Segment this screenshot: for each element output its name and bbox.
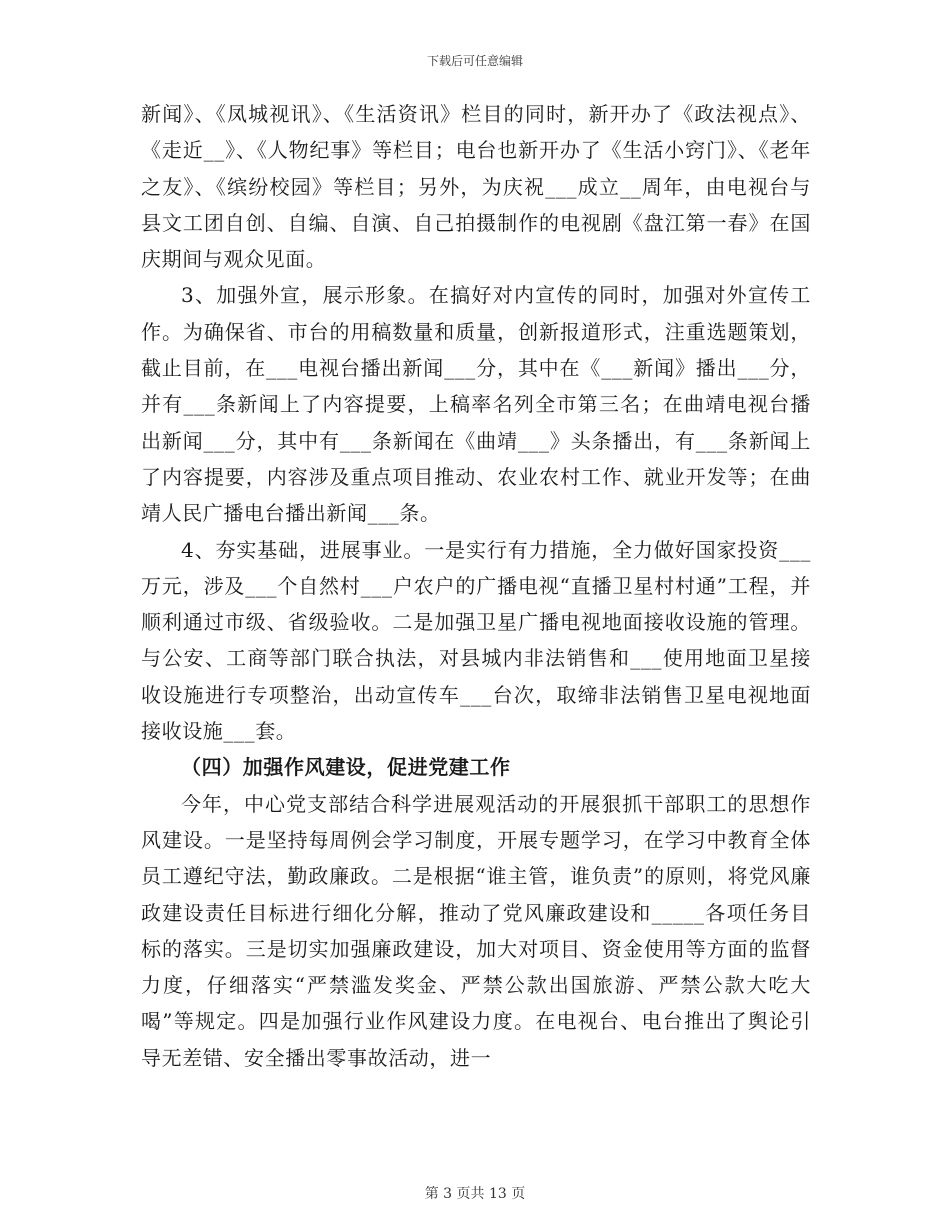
paragraph-foundation: 4、夯实基础，进展事业。一是实行有力措施，全力做好国家投资___万元，涉及___个自然村___户农户的广播电视“直播卫星村村通”工程，并顺利通过市级、省级验收。二是加强卫星广播电视地面接收设施的管理。与公安、工商等部门联合执法，对县城内非法销售和___使用地面卫星接收设施进行专项整治，出动宣传车___台次，取缔非法销售卫星电视地面接收设施___套。 xyxy=(141,537,811,744)
page-header: 下载后可任意编辑 xyxy=(426,54,523,68)
paragraph-continuation: 新闻》、《凤城视讯》、《生活资讯》栏目的同时，新开办了《政法视点》、《走近__》、《人物纪事》等栏目；电台也新开办了《生活小窍门》、《老年之友》、《缤纷校园》等栏目；另外，为庆祝___成立__周年，由电视台与县文工团自创、自编、自演、自己拍摄制作的电视剧《盘江第一春》在国庆期间与观众见面。 xyxy=(141,102,811,272)
paragraph-external-publicity: 3、加强外宣，展示形象。在搞好对内宣传的同时，加强对外宣传工作。为确保省、市台的用稿数量和质量，创新报道形式，注重选题策划，截止目前，在___电视台播出新闻___分，其中在《___新闻》播出___分，并有___条新闻上了内容提要，上稿率名列全市第三名；在曲靖电视台播出新闻___分，其中有___条新闻在《曲靖___》头条播出，有___条新闻上了内容提要，内容涉及重点项目推动、农业农村工作、就业开发等；在曲靖人民广播电台播出新闻___条。 xyxy=(141,283,811,526)
paragraph-party-building: 今年，中心党支部结合科学进展观活动的开展狠抓干部职工的思想作风建设。一是坚持每周例会学习制度，开展专题学习，在学习中教育全体员工遵纪守法，勤政廉政。二是根据“谁主管，谁负责”的原则，将党风廉政建设责任目标进行细化分解，推动了党风廉政建设和_____各项任务目标的落实。三是切实加强廉政建设，加大对项目、资金使用等方面的监督力度，仔细落实“严禁滥发奖金、严禁公款出国旅游、严禁公款大吃大喝”等规定。四是加强行业作风建设力度。在电视台、电台推出了舆论引导无差错、安全播出零事故活动，进一 xyxy=(141,791,811,1070)
section-heading: （四）加强作风建设，促进党建工作 xyxy=(181,755,511,780)
document-body xyxy=(141,96,811,1076)
page-number: 第 3 页共 13 页 xyxy=(424,1186,526,1202)
